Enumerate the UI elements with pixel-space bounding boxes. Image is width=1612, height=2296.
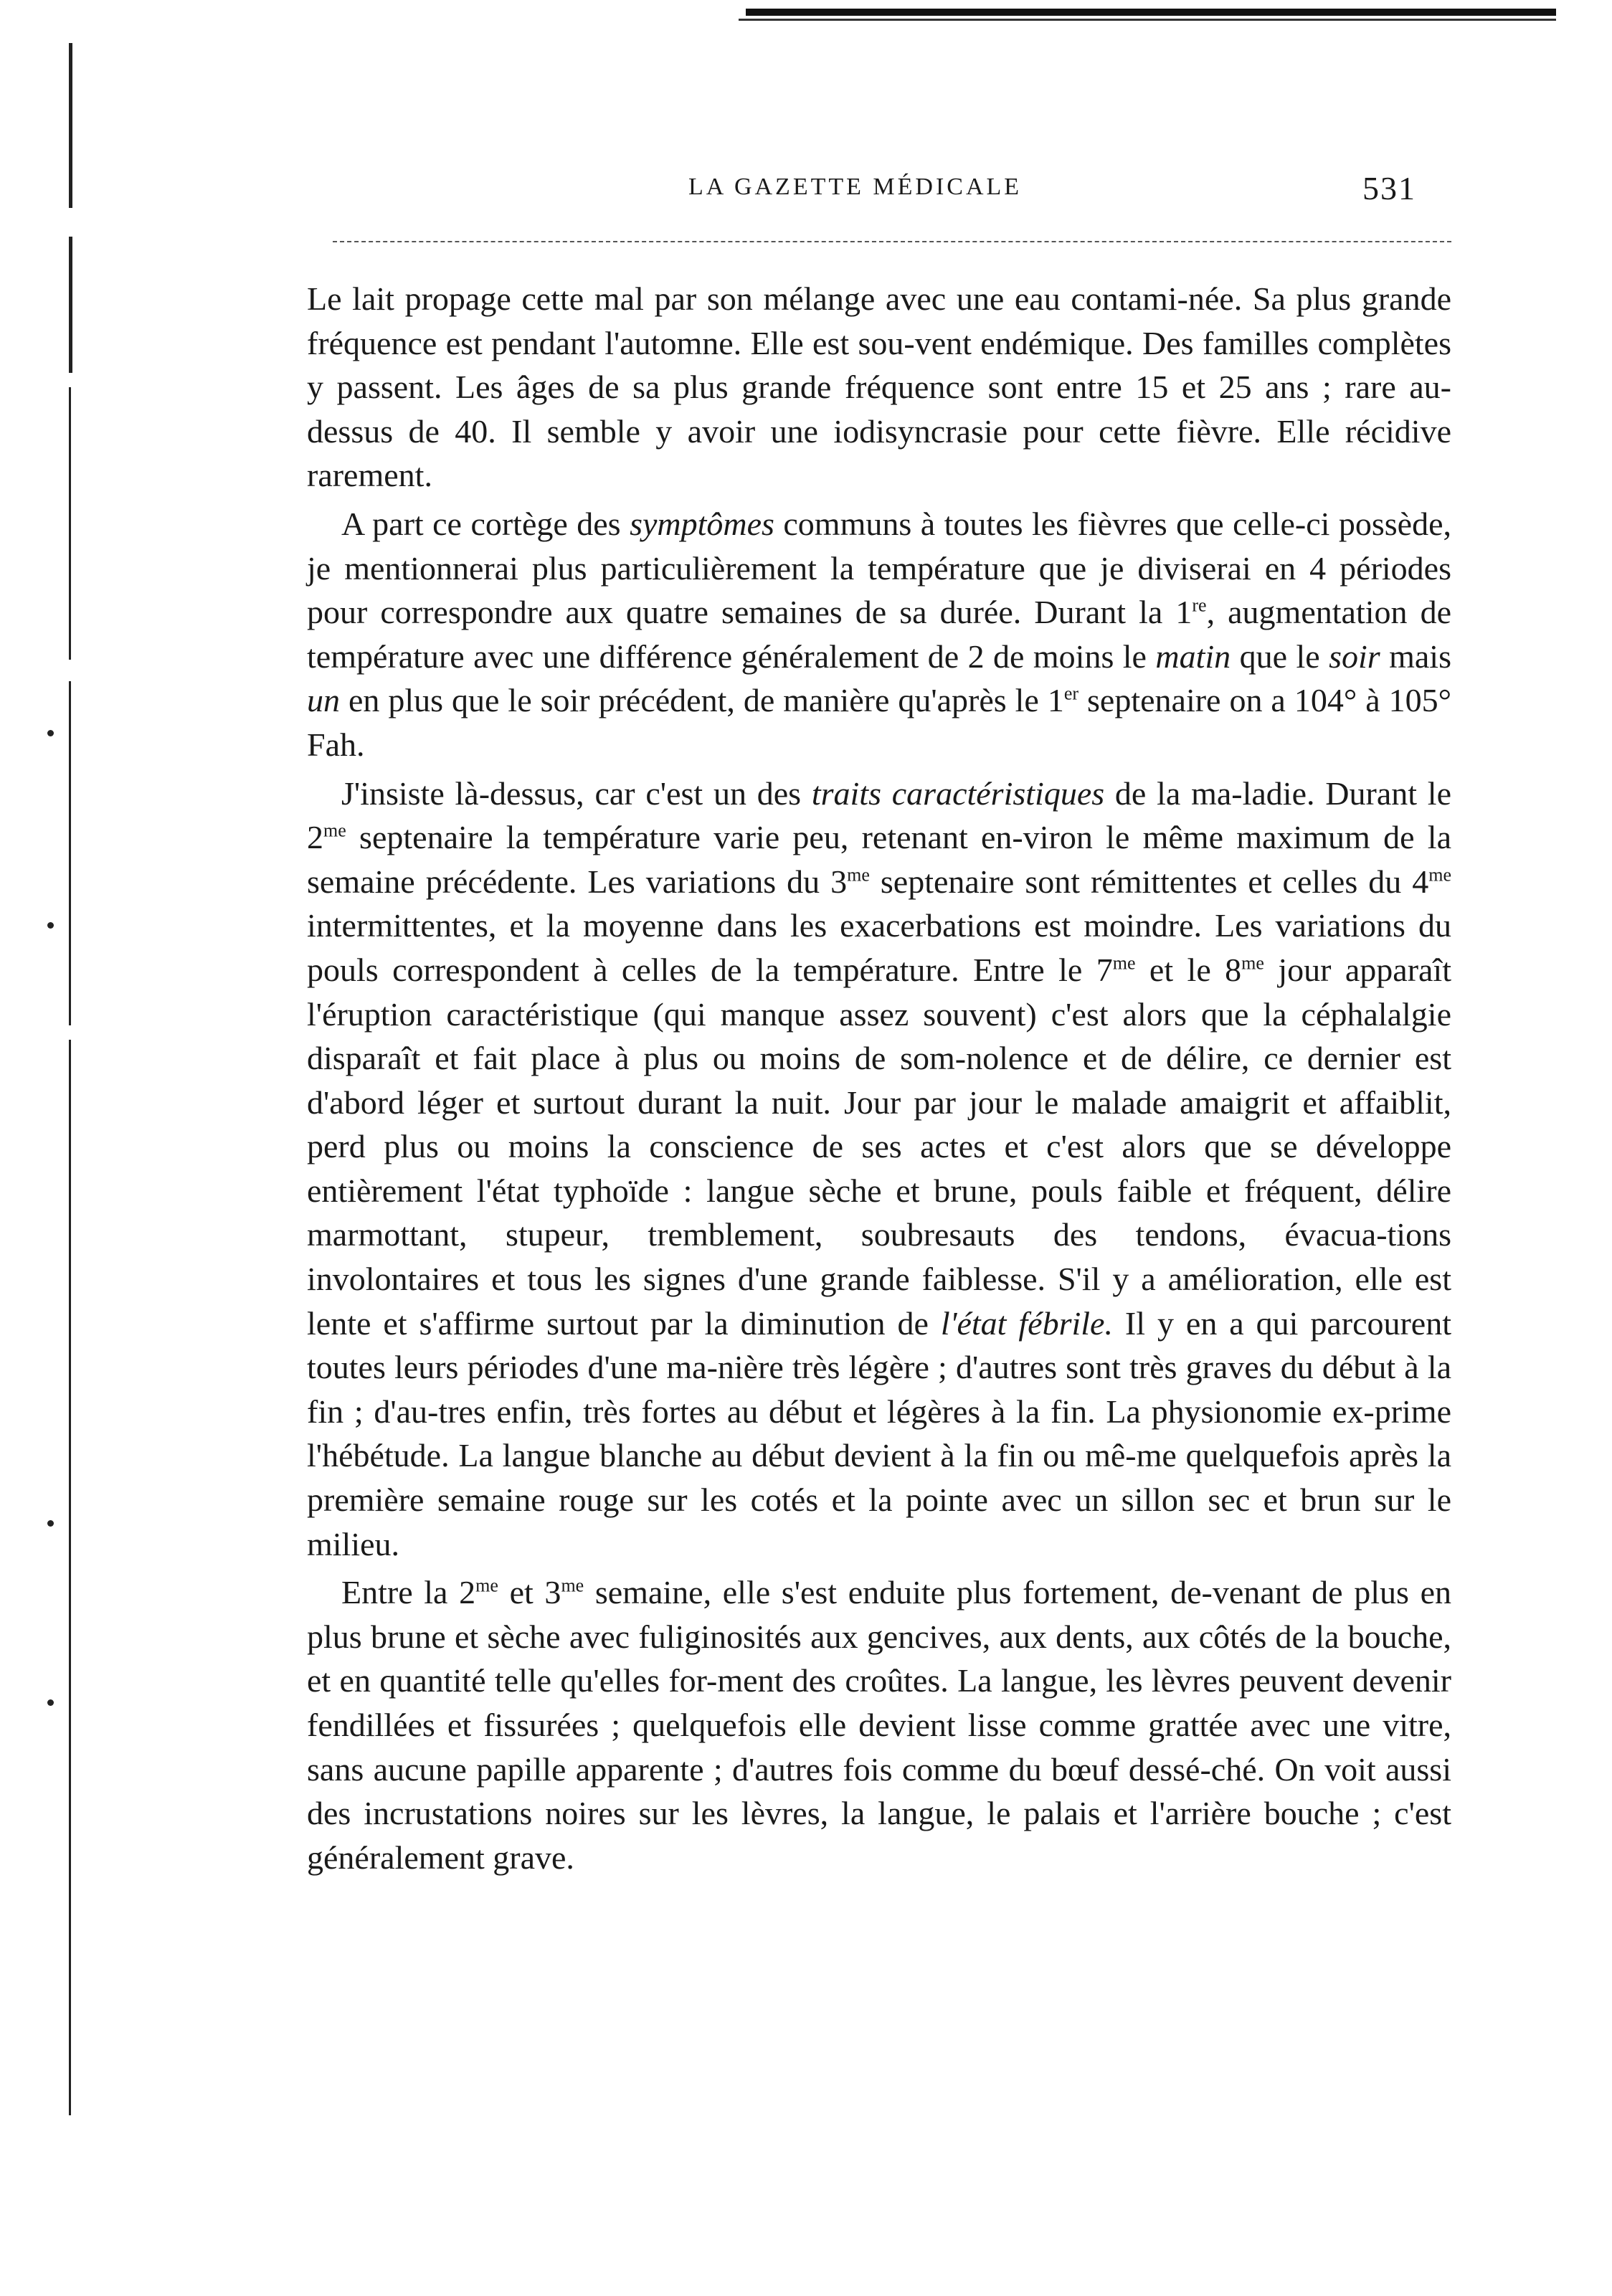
paragraph-p4 <box>307 1570 1451 1879</box>
paragraph-p3 <box>307 772 1451 1567</box>
ordinal-superscript: me <box>1112 952 1136 974</box>
paragraph-p1 <box>307 277 1451 498</box>
text-run: Le lait propage cette ma <box>307 280 635 317</box>
text-run: septenaire on a 104° à 105° Fah. <box>307 682 1451 763</box>
ordinal-superscript: me <box>1428 864 1451 886</box>
italic-text: matin <box>1155 637 1231 675</box>
text-run: semaine, elle s'est enduite plus fortement, de-venant de plus en plus brune et sèche avec fuliginosités aux gencives, aux dents, aux côtés de la bouche, et en quantité telle qu'elles for-ment des croûtes. La langue, les lèvres peuvent devenir fendillées et fissurées ; quelquefois elle devient lisse comme grattée avec une vitre, sans aucune papille apparente ; d'autres fois comme du bœuf dessé-ché. On voit aussi des incrustations noires sur les lèvres, la langue, le palais et l'arrière bouche ; c'est généralement grave. <box>307 1574 1451 1876</box>
scan-margin-line <box>69 387 71 660</box>
ordinal-superscript: me <box>847 864 870 886</box>
paragraph-p2 <box>307 502 1451 767</box>
body-text <box>307 277 1451 1879</box>
text-run: jour apparaît l'éruption caractéristique (qui manque assez souvent) c'est alors que la céphalalgie disparaît et fait place à plus ou moins de som-nolence et de délire, ce dernier est d'abord léger et surtout durant la nuit. Jour par jour le malade amaigrit et affaiblit, perd plus ou moins la conscience de ses actes et c'est alors que se développe entièrement l'état typhoïde : langue sèche et brune, pouls faible et fréquent, délire marmottant, stupeur, tremblement, soubresauts des tendons, évacua-tions involontaires et tous les signes d'une grande faiblesse. S'il y a amélioration, elle est lente et s'affirme surtout par la diminution de <box>307 951 1451 1342</box>
scan-margin-line <box>69 1040 71 2115</box>
text-run: septenaire sont rémittentes et celles du 4 <box>869 863 1429 900</box>
scan-top-rule-thin <box>739 19 1556 21</box>
text-run: communs à toutes les fièvres que celle-ci possède, je mentionnerai plus particulièrement la température que je diviserai en 4 périodes pour correspondre aux quatre semaines de sa durée. Durant la 1 <box>307 505 1451 631</box>
scan-top-rule <box>746 9 1556 16</box>
italic-text: traits caractéristiques <box>811 774 1105 812</box>
italic-text: un <box>307 682 340 719</box>
ordinal-superscript: re <box>1192 594 1207 616</box>
text-run: par son mélange avec une eau contami-née. Sa plus grande fréquence est pendant l'automne. Elle est sou-vent endémique. Des familles complètes y passent. Les âges de sa plus grande fréquence sont entre 15 et 25 ans ; rare au-dessus de 40. Il semble y avoir une iodisyncrasie pour cette fièvre. Elle récidive rarement. <box>307 280 1451 494</box>
scan-margin-dot <box>47 730 54 736</box>
header-rule <box>333 241 1451 242</box>
running-title: LA GAZETTE MÉDICALE <box>688 174 1023 200</box>
text-run: Il y en a qui parcourent toutes leurs périodes d'une ma-nière très légère ; d'autres sont très graves du début à la fin ; d'au-tres enfin, très fortes au début et légères à la fin. La physionomie ex-prime l'hébétude. La langue blanche au début devient à la fin ou mê-me quelquefois après la première semaine rouge sur les cotés et la pointe avec un sillon sec et brun sur le milieu. <box>307 1304 1452 1562</box>
text-run: mais <box>1380 637 1451 675</box>
running-head <box>0 169 1612 212</box>
text-run: que le <box>1231 637 1329 675</box>
text-run: A part ce cortège des <box>341 505 630 542</box>
text-run: et le 8 <box>1135 951 1242 988</box>
ordinal-superscript: me <box>561 1575 584 1596</box>
text-run: Entre la 2 <box>341 1574 476 1611</box>
text-run: septenaire la température varie peu, retenant en-viron le même maximum de la semaine précédente. Les variations du 3 <box>307 819 1451 900</box>
text-run: et 3 <box>498 1574 561 1611</box>
ordinal-superscript: me <box>323 820 346 841</box>
ordinal-superscript: me <box>475 1575 498 1596</box>
text-run: l <box>635 280 655 317</box>
scan-margin-dot <box>47 922 54 929</box>
scan-margin-dot <box>47 1520 54 1527</box>
ordinal-superscript: er <box>1063 683 1079 705</box>
scan-margin-line <box>69 681 71 1025</box>
italic-text: symptômes <box>630 505 774 542</box>
italic-text: l'état fébrile. <box>940 1304 1113 1342</box>
text-run: de la ma-ladie. Durant le 2 <box>307 774 1451 856</box>
text-run: , augmentation de température avec une différence généralement de 2 de moins le <box>307 594 1451 675</box>
text-run: J'insiste là-dessus, car c'est un des <box>341 774 812 812</box>
scan-margin-dot <box>47 1699 54 1706</box>
text-run: en plus que le soir précédent, de manière qu'après le 1 <box>340 682 1064 719</box>
page-number: 531 <box>1362 170 1416 207</box>
ordinal-superscript: me <box>1241 952 1264 974</box>
italic-text: soir <box>1329 637 1380 675</box>
text-run: intermittentes, et la moyenne dans les exacerbations est moindre. Les variations du pouls correspondent à celles de la température. Entre le 7 <box>307 907 1451 988</box>
scan-margin-line <box>69 237 72 373</box>
